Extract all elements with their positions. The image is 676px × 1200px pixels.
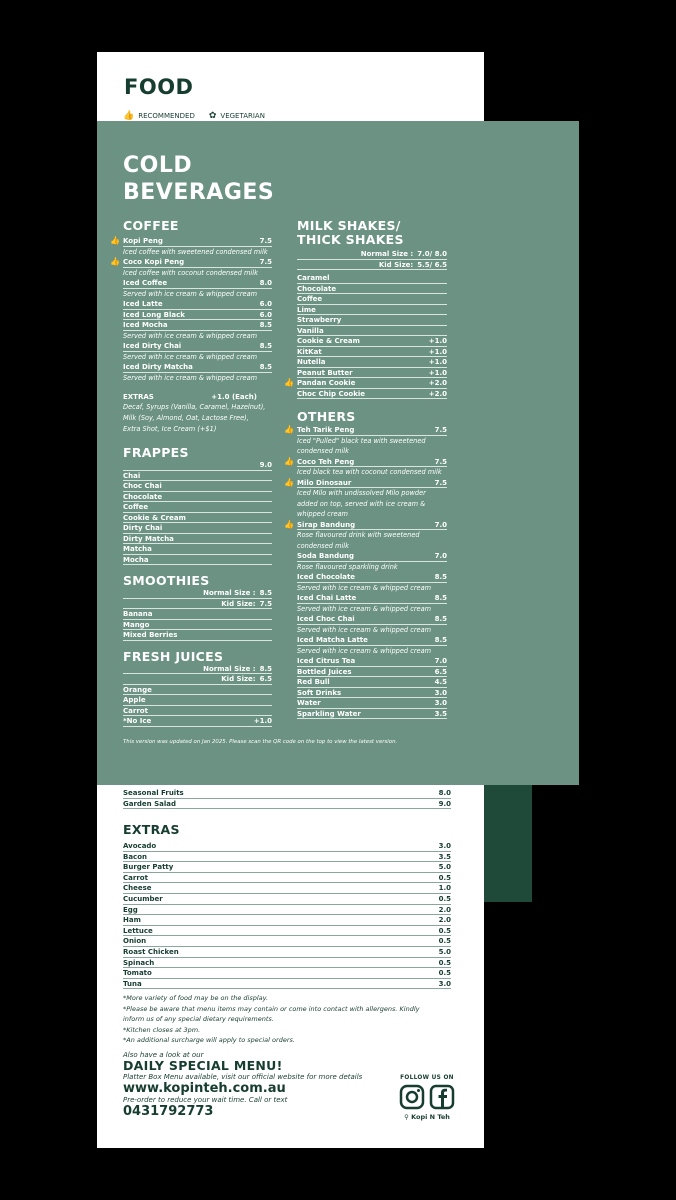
item-price: 9.0 [438,799,451,808]
menu-item [297,336,447,347]
menu-item [123,492,272,503]
item-price: 8.0 [438,789,451,797]
legend-vegetarian: VEGETARIAN [220,112,265,120]
platter-note: Platter Box Menu available, visit our official website for more details [123,1073,363,1081]
item-name: Caramel [297,274,330,282]
menu-item [123,620,272,631]
menu-item [284,378,447,389]
extras-line: Milk (Soy, Almond, Oat, Lactose Free), [123,414,249,422]
item-name: Egg [123,905,138,914]
milkshakes-normal-size: Normal Size : 7.0/ 8.0 [297,249,447,260]
others-title: OTHERS [297,409,356,424]
menu-item [297,614,447,625]
item-name: Avocado [123,842,157,850]
item-description: Served with ice cream & whipped cream [123,331,258,340]
item-name: Tomato [123,969,152,978]
food-tail-list [123,788,451,809]
item-price: 7.5 [434,478,447,487]
item-price: 4.5 [434,678,447,686]
menu-item [123,278,272,289]
facebook-icon[interactable] [429,1084,455,1110]
item-name: Soda Bandung [297,552,355,560]
item-name: Coco Kopi Peng [123,258,185,266]
menu-item [297,688,447,699]
preorder-note: Pre-order to reduce your wait time. Call or text [123,1096,288,1104]
coffee-list [110,236,272,383]
item-description: Iced Milo with undissolved Milo powder added on top, served with ice cream & whipped cream [297,489,426,518]
footnote: *Kitchen closes at 3pm. [123,1025,201,1034]
menu-item [297,593,447,604]
daily-lead: Also have a look at our [123,1051,204,1059]
item-description: Served with ice cream & whipped cream [297,583,432,592]
menu-item [123,936,451,947]
menu-item [284,425,447,436]
item-name: Cookie & Cream [123,513,186,522]
item-name: Banana [123,610,153,618]
menu-item [297,315,447,326]
milkshakes-kid-size: Kid Size: 5.5/ 6.5 [297,260,447,271]
smoothies-title: SMOOTHIES [123,573,210,588]
item-price: 6.0 [259,310,272,319]
item-price: 8.0 [259,279,272,287]
item-name: Spinach [123,958,155,967]
item-name: Chai [123,471,141,480]
footnote: inform us of any special dietary requirements. [123,1015,274,1024]
menu-item [297,389,447,400]
item-name: Bottled Juices [297,667,352,676]
coffee-extras [123,392,273,435]
item-price: 7.0 [434,520,447,529]
menu-item [123,523,272,534]
item-name: Matcha [123,545,152,553]
item-name: Cheese [123,884,152,893]
item-name: Lime [297,305,316,314]
frappes-title: FRAPPES [123,445,189,460]
background-card [480,770,532,902]
thumbs-up-icon: 👍 [284,519,294,529]
smoothies-normal-size: Normal Size : 8.5 [123,588,272,599]
menu-item [123,926,451,937]
item-price: 5.0 [438,947,451,956]
item-name: Mocha [123,555,149,564]
thumbs-up-icon: 👍 [284,425,294,434]
juices-normal-size: Normal Size : 8.5 [123,664,272,675]
thumbs-up-icon: 👍 [284,378,294,387]
item-name: Strawberry [297,316,342,324]
smoothies-list [123,609,272,641]
item-name: Choc Chai [123,482,162,490]
item-price: 7.5 [434,426,447,434]
item-price: 3.0 [438,842,451,850]
menu-item [123,685,272,696]
menu-item [123,513,272,524]
item-price: 8.5 [259,321,272,329]
extras-list [123,841,451,989]
item-price: 1.0 [438,884,451,893]
extras-price: +1.0 (Each) [211,393,257,401]
footnote: *Please be aware that menu items may contain or come into contact with allergens. Kindly [123,1004,420,1013]
others-list [284,425,447,719]
cold-beverages-title: COLD BEVERAGES [123,153,275,205]
item-name: Dirty Chai [123,524,163,532]
item-price: 8.5 [259,363,272,371]
item-name: Iced Coffee [123,279,168,287]
menu-item [123,544,272,555]
menu-item [297,667,447,678]
item-price: +1.0 [428,337,447,345]
menu-item [297,347,447,358]
item-description: Served with ice cream & whipped cream [123,373,258,382]
item-description: Iced black tea with coconut condensed milk [297,468,442,476]
item-name: Vanilla [297,326,324,335]
menu-item [123,894,451,905]
item-description: Served with ice cream & whipped cream [123,352,258,361]
juices-kid-size: Kid Size: 6.5 [123,674,272,685]
instagram-icon[interactable] [399,1084,425,1110]
item-name: Iced Dirty Chai [123,342,182,350]
menu-item [297,273,447,284]
menu-item [123,979,451,990]
item-name: Seasonal Fruits [123,789,184,797]
item-description: Iced coffee with sweetened condensed milk [123,247,268,256]
item-name: Water [297,699,321,707]
item-name: Red Bull [297,678,330,686]
item-price: 7.5 [434,457,447,466]
menu-item [297,551,447,562]
item-price: 7.5 [259,258,272,266]
smoothies-kid-size: Kid Size: 7.5 [123,599,272,610]
item-name: Mixed Berries [123,631,178,639]
item-name: Milo Dinosaur [297,478,352,487]
thumbs-up-icon: 👍 [110,236,120,245]
item-name: Soft Drinks [297,688,342,697]
menu-item [297,572,447,583]
menu-item [123,947,451,958]
menu-item [123,310,272,321]
follow-label: FOLLOW US ON [400,1075,454,1081]
item-name: Carrot [123,706,148,715]
item-price: 0.5 [438,958,451,967]
menu-item [123,915,451,926]
item-name: Peanut Butter [297,368,353,377]
extras-label: EXTRAS [123,393,154,401]
item-price: 7.0 [434,657,447,665]
item-name: Iced Matcha Latte [297,636,368,644]
item-description: Rose flavoured sparkling drink [297,562,398,571]
menu-item [123,341,272,352]
item-name: Sparkling Water [297,709,361,718]
legend-recommended: RECOMMENDED [138,112,195,120]
frappes-price-row [123,460,272,471]
item-price: +1.0 [428,368,447,377]
footnote: *An additional surcharge will apply to special orders. [123,1036,295,1045]
right-column [284,218,453,719]
phone-number[interactable]: 0431792773 [123,1104,214,1119]
menu-item [123,968,451,979]
item-price: 8.5 [434,573,447,581]
item-name: Roast Chicken [123,947,179,956]
item-name: KitKat [297,347,322,356]
item-name: Chocolate [123,492,163,501]
menu-item [123,862,451,873]
menu-item [123,534,272,545]
item-description: Rose flavoured drink with sweetened condensed milk [297,531,420,550]
menu-item [123,841,451,852]
item-price: +1.0 [428,358,447,366]
menu-item [123,555,272,566]
item-price: +2.0 [428,379,447,387]
item-price: +2.0 [428,389,447,398]
menu-item [284,477,447,489]
coffee-title: COFFEE [123,218,179,233]
menu-item [297,357,447,368]
item-price: 3.5 [434,709,447,718]
item-name: Iced Citrus Tea [297,657,356,665]
item-name: Chocolate [297,284,337,293]
item-price: 3.5 [438,852,451,861]
menu-item [297,656,447,667]
item-description: Iced coffee with coconut condensed milk [123,268,258,277]
menu-item [297,305,447,316]
item-description: Served with ice cream & whipped cream [297,625,432,634]
menu-item [123,630,272,641]
thumbs-up-icon: 👍 [123,111,135,121]
item-price: 7.0 [434,552,447,560]
item-name: Cookie & Cream [297,337,360,345]
menu-item [123,799,451,810]
footnotes [123,993,451,1046]
menu-item [123,706,272,717]
menu-item [123,788,451,799]
item-name: *No Ice [123,717,152,725]
item-price: 8.5 [434,615,447,623]
item-name: Iced Dirty Matcha [123,363,193,371]
menu-item [123,320,272,331]
menu-item [123,299,272,310]
menu-item [297,709,447,720]
item-price: 0.5 [438,969,451,978]
item-price: 2.0 [438,905,451,914]
item-price: 8.5 [259,342,272,350]
item-name: Coffee [123,503,149,511]
milkshakes-title: MILK SHAKES/ THICK SHAKES [297,218,404,247]
menu-item [123,609,272,620]
item-name: Ham [123,916,141,925]
item-price: 7.5 [259,237,272,245]
menu-item [123,883,451,894]
legend [123,111,265,121]
item-name: Iced Long Black [123,310,185,319]
item-name: Lettuce [123,926,153,935]
item-name: Iced Mocha [123,321,168,329]
daily-special [123,1051,393,1119]
menu-item [123,852,451,863]
item-price: 3.0 [438,979,451,988]
item-name: Iced Choc Chai [297,615,355,623]
follow-us [399,1075,455,1121]
menu-item [123,471,272,482]
social-handle: Kopi N Teh [411,1113,450,1121]
extras-line: Decaf, Syrups (Vanilla, Caramel, Hazelnut), [123,403,266,411]
item-price: +1.0 [428,347,447,356]
item-price: 3.0 [434,688,447,697]
item-price: 8.5 [434,594,447,602]
item-price: 0.5 [438,937,451,946]
item-price: 0.5 [438,873,451,882]
frappes-price: 9.0 [259,461,272,469]
website-link[interactable]: www.kopinteh.com.au [123,1081,286,1096]
item-name: Iced Chai Latte [297,594,357,602]
menu-item [297,326,447,337]
extras-section [123,822,451,989]
item-price: 0.5 [438,894,451,903]
item-name: Iced Latte [123,300,163,308]
item-name: Carrot [123,873,148,882]
fresh-juices-title: FRESH JUICES [123,648,224,664]
item-name: Mango [123,620,150,629]
menu-item [123,905,451,916]
item-price: 2.0 [438,916,451,925]
menu-item [123,873,451,884]
frappes-list [123,471,272,566]
extras-title: EXTRAS [123,822,180,837]
menu-item [297,294,447,305]
thumbs-up-icon: 👍 [110,257,120,266]
item-description: Iced "Pulled" black tea with sweetened condensed milk [297,436,426,455]
menu-item [123,716,272,727]
item-price: 3.0 [434,699,447,707]
menu-item [123,695,272,706]
juices-list [123,685,272,727]
item-name: Coco Teh Peng [297,457,355,466]
thumbs-up-icon: 👍 [284,456,294,466]
footnote: *More variety of food may be on the display. [123,994,269,1002]
item-price: 0.5 [438,926,451,935]
menu-item [284,519,447,531]
extras-line: Extra Shot, Ice Cream (+$1) [123,425,217,433]
cold-beverages-panel [97,121,579,785]
item-name: Orange [123,685,152,694]
search-icon: ⚲ [404,1113,409,1121]
menu-item [284,456,447,468]
daily-title: DAILY SPECIAL MENU! [123,1058,283,1073]
menu-item [297,677,447,688]
menu-item [123,481,272,492]
item-name: Cucumber [123,894,163,903]
menu-item [297,698,447,709]
thumbs-up-icon: 👍 [284,477,294,487]
item-price: 6.5 [434,667,447,676]
item-price: 6.0 [259,300,272,308]
menu-item [123,502,272,513]
menu-item [110,236,272,247]
item-name: Pandan Cookie [297,379,356,387]
food-title: FOOD [124,75,194,99]
item-name: Tuna [123,979,142,988]
item-name: Onion [123,937,147,946]
item-price: 5.0 [438,863,451,872]
item-description: Served with ice cream & whipped cream [123,289,258,298]
item-name: Garden Salad [123,799,176,808]
menu-item [297,635,447,646]
item-description: Served with ice cream & whipped cream [297,604,432,613]
menu-item [297,284,447,295]
menu-item [123,362,272,373]
item-name: Iced Chocolate [297,573,356,581]
item-name: Bacon [123,852,148,861]
item-price: 8.5 [434,636,447,644]
item-name: Burger Patty [123,863,174,872]
menu-item [110,257,272,268]
item-name: Choc Chip Cookie [297,389,366,398]
item-name: Sirap Bandung [297,520,356,529]
item-name: Apple [123,696,146,704]
milkshakes-list [284,273,447,399]
item-name: Nutella [297,358,326,366]
menu-item [297,368,447,379]
menu-item [123,958,451,969]
item-description: Served with ice cream & whipped cream [297,646,432,655]
item-name: Kopi Peng [123,237,163,245]
version-note: This version was updated on Jan 2025. Please scan the QR code on the top to view the latest version. [123,739,398,745]
vegetarian-icon: ✿ [208,111,217,121]
left-column [110,218,273,727]
item-name: Dirty Matcha [123,534,174,543]
item-name: Coffee [297,295,323,303]
item-name: Teh Tarik Peng [297,426,355,434]
item-price: +1.0 [253,717,272,725]
extras-options [123,402,273,435]
